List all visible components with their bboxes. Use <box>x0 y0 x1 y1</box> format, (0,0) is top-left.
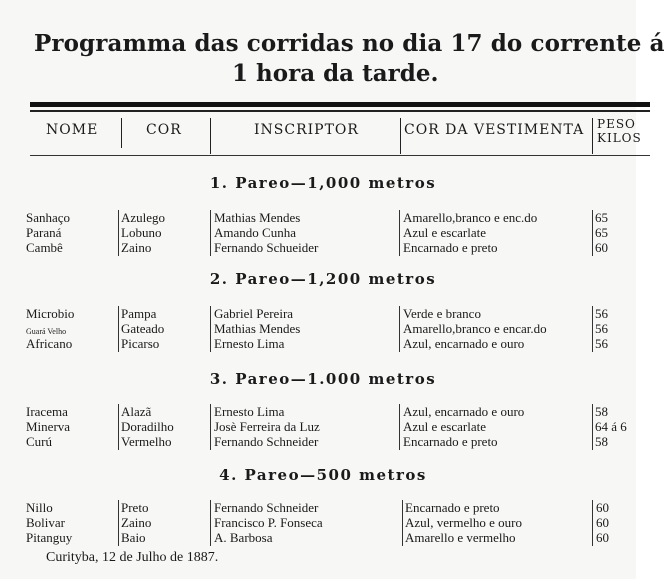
column-rule <box>210 210 211 256</box>
owner-name: Ernesto Lima <box>214 404 285 419</box>
horse-color: Preto <box>121 500 149 515</box>
horse-name: Curú <box>26 434 52 449</box>
horse-name: Iracema <box>26 404 68 419</box>
weight-kilos: 58 <box>595 404 608 419</box>
horse-color: Vermelho <box>121 434 172 449</box>
column-rule <box>118 210 119 256</box>
jockey-colors: Azul, encarnado e ouro <box>403 404 525 419</box>
weight-kilos: 56 <box>595 336 608 351</box>
jockey-colors: Encarnado e preto <box>405 500 500 515</box>
jockey-colors: Azul, vermelho e ouro <box>405 515 522 530</box>
weight-kilos: 65 <box>595 210 608 225</box>
jockey-colors: Encarnado e preto <box>403 240 498 255</box>
owner-name: Mathias Mendes <box>214 321 301 336</box>
column-rule <box>210 404 211 450</box>
owner-name: Fernando Schneider <box>214 500 319 515</box>
horse-color: Gateado <box>121 321 165 336</box>
column-rule <box>118 500 119 546</box>
page-title-line2: 1 hora da tarde. <box>232 60 439 87</box>
header-divider <box>121 118 122 148</box>
column-rule <box>592 210 593 256</box>
header-divider <box>210 118 211 154</box>
owner-name: Gabriel Pereira <box>214 306 294 321</box>
page-title: Programma das corridas no dia 17 do corrente á <box>34 30 665 57</box>
header-divider <box>400 118 401 154</box>
horse-color: Zaino <box>121 240 152 255</box>
jockey-colors: Azul e escarlate <box>403 419 487 434</box>
weight-kilos: 56 <box>595 321 608 336</box>
column-rule <box>399 306 400 352</box>
owner-name: Francisco P. Fonseca <box>214 515 323 530</box>
jockey-colors: Azul, encarnado e ouro <box>403 336 525 351</box>
horse-name: Paraná <box>26 225 62 240</box>
weight-kilos: 60 <box>596 500 609 515</box>
horse-color: Alazã <box>121 404 152 419</box>
horse-name: Minerva <box>26 419 71 434</box>
column-rule <box>592 500 593 546</box>
column-header-cor: COR <box>146 122 182 138</box>
weight-kilos: 56 <box>595 306 608 321</box>
header-divider <box>592 118 593 154</box>
horse-name: Pitanguy <box>26 530 73 545</box>
owner-name: Josè Ferreira da Luz <box>214 419 320 434</box>
weight-kilos: 60 <box>596 530 609 545</box>
owner-name: Ernesto Lima <box>214 336 285 351</box>
owner-name: Fernando Schneider <box>214 434 319 449</box>
weight-kilos: 65 <box>595 225 608 240</box>
race-title: 4. Pareo—500 metros <box>219 466 427 484</box>
weight-kilos: 64 á 6 <box>595 419 627 434</box>
column-header-peso-line1: PESO <box>597 117 636 131</box>
weight-kilos: 60 <box>596 515 609 530</box>
race-title: 2. Pareo—1,200 metros <box>209 270 437 288</box>
owner-name: Mathias Mendes <box>214 210 301 225</box>
header-rule-thin <box>30 110 650 112</box>
column-rule <box>210 306 211 352</box>
header-rule-thick <box>30 102 650 107</box>
horse-name: Africano <box>26 336 73 351</box>
weight-kilos: 58 <box>595 434 608 449</box>
horse-name: Bolivar <box>26 515 65 530</box>
horse-name: Guará Velho <box>26 327 67 336</box>
column-header-peso <box>597 117 642 145</box>
column-rule <box>592 404 593 450</box>
horse-color: Picarso <box>121 336 160 351</box>
header-bottom-rule <box>30 155 650 156</box>
column-header-peso-line2: KILOS <box>597 131 642 145</box>
owner-name: Fernando Schueider <box>214 240 319 255</box>
jockey-colors: Verde e branco <box>403 306 481 321</box>
column-header-nome: NOME <box>46 122 99 138</box>
horse-color: Zaino <box>121 515 152 530</box>
horse-name: Microbio <box>26 306 75 321</box>
column-rule <box>118 306 119 352</box>
column-rule <box>399 404 400 450</box>
column-rule <box>399 210 400 256</box>
column-rule <box>118 404 119 450</box>
race-title: 1. Pareo—1,000 metros <box>209 174 437 192</box>
owner-name: A. Barbosa <box>214 530 273 545</box>
race-title: 3. Pareo—1.000 metros <box>209 370 437 388</box>
column-rule <box>402 500 403 546</box>
jockey-colors: Amarello,branco e encar.do <box>403 321 547 336</box>
column-header-cor-vestimenta: COR DA VESTIMENTA <box>404 122 585 138</box>
column-header-inscriptor: INSCRIPTOR <box>254 122 359 138</box>
horse-color: Doradilho <box>121 419 174 434</box>
owner-name: Amando Cunha <box>214 225 296 240</box>
horse-color: Baio <box>121 530 146 545</box>
horse-name: Nillo <box>26 500 53 515</box>
horse-color: Lobuno <box>121 225 162 240</box>
jockey-colors: Amarello e vermelho <box>405 530 516 545</box>
horse-name: Sanhaço <box>26 210 71 225</box>
horse-name: Cambê <box>26 240 63 255</box>
jockey-colors: Amarello,branco e enc.do <box>403 210 538 225</box>
column-rule <box>210 500 211 546</box>
jockey-colors: Azul e escarlate <box>403 225 487 240</box>
jockey-colors: Encarnado e preto <box>403 434 498 449</box>
dateline: Curityba, 12 de Julho de 1887. <box>46 550 219 565</box>
weight-kilos: 60 <box>595 240 608 255</box>
horse-color: Pampa <box>121 306 157 321</box>
horse-color: Azulego <box>121 210 166 225</box>
column-rule <box>592 306 593 352</box>
